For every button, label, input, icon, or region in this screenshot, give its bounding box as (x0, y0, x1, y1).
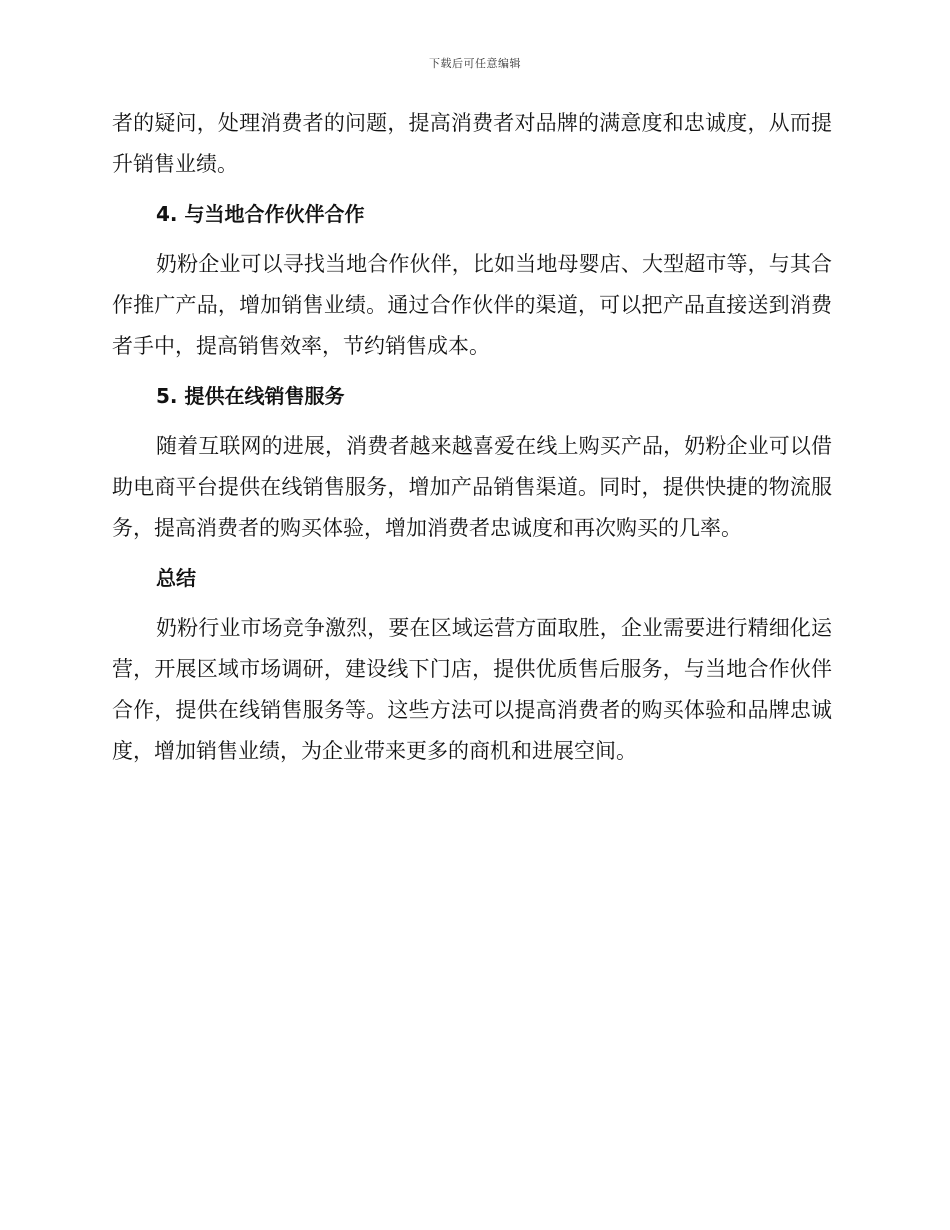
header-note: 下载后可任意编辑 (429, 57, 521, 70)
section-5-paragraph: 随着互联网的进展，消费者越来越喜爱在线上购买产品，奶粉企业可以借助电商平台提供在线销售服务，增加产品销售渠道。同时，提供快捷的物流服务，提高消费者的购买体验，增加消费者忠诚度和再次购买的几率。 (112, 434, 832, 540)
section-5-heading: 5. 提供在线销售服务 (156, 384, 345, 408)
summary-paragraph: 奶粉行业市场竞争激烈，要在区域运营方面取胜，企业需要进行精细化运营，开展区域市场调研，建设线下门店，提供优质售后服务，与当地合作伙伴合作，提供在线销售服务等。这些方法可以提高消费者的购买体验和品牌忠诚度，增加销售业绩，为企业带来更多的商机和进展空间。 (112, 616, 832, 763)
summary-heading: 总结 (156, 566, 196, 590)
section-4-paragraph: 奶粉企业可以寻找当地合作伙伴，比如当地母婴店、大型超市等，与其合作推广产品，增加销售业绩。通过合作伙伴的渠道，可以把产品直接送到消费者手中，提高销售效率，节约销售成本。 (112, 252, 832, 358)
intro-paragraph: 者的疑问，处理消费者的问题，提高消费者对品牌的满意度和忠诚度，从而提升销售业绩。 (112, 111, 832, 176)
document-body (112, 103, 832, 781)
section-4-heading: 4. 与当地合作伙伴合作 (156, 202, 365, 226)
